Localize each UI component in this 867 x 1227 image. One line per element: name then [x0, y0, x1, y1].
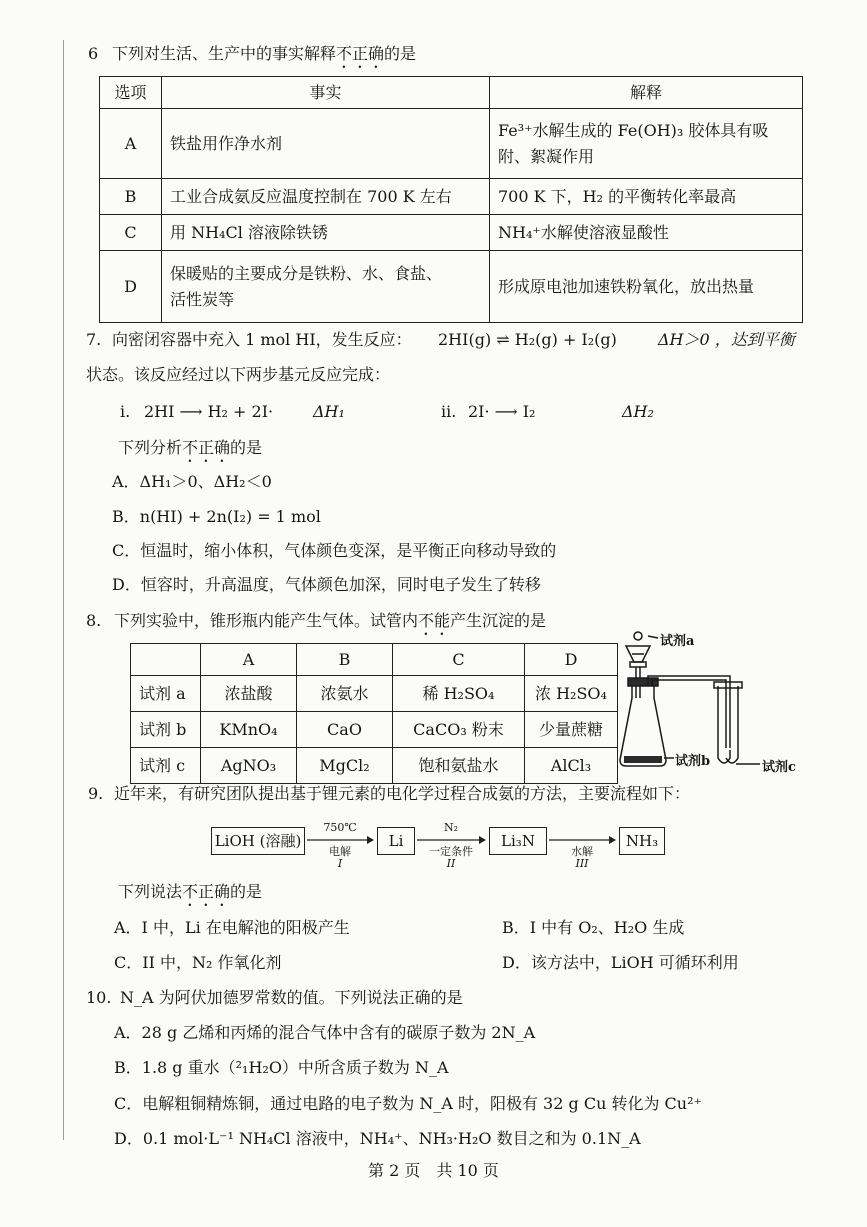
solid-reagent-b — [624, 756, 662, 763]
flow-arrow1-mid: 电解 — [329, 845, 351, 858]
q8-row-label: 试剂 b — [131, 712, 201, 748]
q6-row-d-explain: 形成原电池加速铁粉氧化，放出热量 — [490, 251, 803, 323]
flow-arrow2-step: II — [446, 857, 456, 870]
flow-arrow2-mid: 一定条件 — [429, 845, 473, 858]
q8-cell: 稀 H₂SO₄ — [393, 676, 525, 712]
q6-header-explain: 解释 — [490, 77, 803, 109]
q7-question: 下列分析不正确的是 — [118, 438, 263, 457]
q8-cell: 浓盐酸 — [201, 676, 297, 712]
flask-stopper — [628, 678, 658, 686]
flow-arrow3-mid: 水解 — [571, 845, 593, 858]
q10-option-b: B．1.8 g 重水（²₁H₂O）中所含质子数为 N_A — [114, 1058, 449, 1077]
apparatus-label-b: 试剂b — [675, 754, 711, 769]
q6-row-a-fact: 铁盐用作净水剂 — [162, 109, 490, 179]
q6-row-d-option: D — [100, 251, 162, 323]
flow-box-li3n: Li₃N — [489, 827, 547, 855]
q8-header-blank — [131, 644, 201, 676]
q6-header-fact: 事实 — [162, 77, 490, 109]
flow-arrow3-icon — [547, 835, 617, 845]
q8-cell: AgNO₃ — [201, 748, 297, 784]
binding-margin-line — [63, 40, 64, 1140]
q6-row-a-explain: Fe³⁺水解生成的 Fe(OH)₃ 胶体具有吸 附、絮凝作用 — [490, 109, 803, 179]
q8-cell: AlCl₃ — [525, 748, 618, 784]
q9-option-d: D．该方法中，LiOH 可循环利用 — [502, 953, 739, 972]
flow-arrow1-step: I — [337, 857, 343, 870]
q7-stem-line1: 向密闭容器中充入 1 mol HI，发生反应： — [112, 330, 412, 349]
q7-step2-dh: ΔH₂ — [622, 402, 654, 421]
q8-cell: MgCl₂ — [297, 748, 393, 784]
q8-row-label: 试剂 a — [131, 676, 201, 712]
flow-arrow3-step: III — [575, 857, 589, 870]
q10-option-d: D．0.1 mol·L⁻¹ NH₄Cl 溶液中，NH₄⁺、NH₃·H₂O 数目之和为 0.1N_A — [114, 1129, 641, 1148]
q8-row-label: 试剂 c — [131, 748, 201, 784]
flow-arrow1-icon — [305, 835, 375, 845]
q10-number: 10. — [86, 988, 112, 1007]
q7-step1-dh: ΔH₁ — [313, 402, 345, 421]
q9-stem: 近年来，有研究团队提出基于锂元素的电化学过程合成氨的方法，主要流程如下： — [114, 784, 691, 803]
flow-arrow2-top: N₂ — [443, 821, 459, 834]
q6-row-c-option: C — [100, 215, 162, 251]
q10-stem: N_A 为阿伏加德罗常数的值。下列说法正确的是 — [120, 988, 463, 1007]
flow-box-nh3: NH₃ — [619, 827, 665, 855]
q10-option-c: C．电解粗铜精炼铜，通过电路的电子数为 N_A 时，阳极有 32 g Cu 转化为 Cu²⁺ — [114, 1094, 702, 1113]
q7-step2-label: ii. — [441, 402, 457, 421]
q8-stem: 下列实验中，锥形瓶内能产生气体。试管内不能产生沉淀的是 — [114, 611, 547, 630]
q9-option-a: A．I 中，Li 在电解池的阳极产生 — [114, 918, 350, 937]
flow-box-lioh: LiOH (溶融) — [211, 827, 305, 855]
q7-option-a: A．ΔH₁＞0、ΔH₂＜0 — [112, 472, 272, 491]
q7-step1-equation: 2HI ⟶ H₂ + 2I· — [144, 402, 274, 421]
q7-step1-label: i. — [120, 402, 131, 421]
q7-step2-equation: 2I· ⟶ I₂ — [468, 402, 536, 421]
q8-header-d: D — [525, 644, 618, 676]
q7-delta-h: ΔH＞0 ，达到平衡 — [658, 330, 795, 349]
q8-cell: KMnO₄ — [201, 712, 297, 748]
flow-arrow2-icon — [415, 835, 487, 845]
flow-box-li: Li — [377, 827, 415, 855]
q9-option-c: C．II 中，N₂ 作氧化剂 — [114, 953, 282, 972]
q8-cell: CaO — [297, 712, 393, 748]
apparatus-label-a: 试剂a — [660, 634, 695, 649]
flow-arrow1-top: 750℃ — [323, 821, 357, 834]
q8-cell: 饱和氨盐水 — [393, 748, 525, 784]
q8-header-a: A — [201, 644, 297, 676]
q8-header-c: C — [393, 644, 525, 676]
q7-option-b: B．n(HI) + 2n(I₂) = 1 mol — [112, 507, 321, 526]
q6-number: 6 — [88, 44, 99, 63]
q7-equation: 2HI(g) ⇌ H₂(g) + I₂(g) — [438, 330, 617, 349]
q6-row-a-option: A — [100, 109, 162, 179]
q10-option-a: A．28 g 乙烯和丙烯的混合气体中含有的碳原子数为 2N_A — [114, 1023, 536, 1042]
q6-row-d-fact: 保暖贴的主要成分是铁粉、水、食盐、 活性炭等 — [162, 251, 490, 323]
q8-header-b: B — [297, 644, 393, 676]
q8-table — [130, 643, 618, 784]
page-footer: 第 2 页 共 10 页 — [368, 1161, 499, 1180]
q9-question: 下列说法不正确的是 — [118, 882, 263, 901]
test-tube — [718, 686, 730, 763]
q6-row-c-explain: NH₄⁺水解使溶液显酸性 — [490, 215, 803, 251]
q6-stem: 下列对生活、生产中的事实解释不正确的是 — [112, 44, 417, 63]
q6-row-b-fact: 工业合成氨反应温度控制在 700 K 左右 — [162, 179, 490, 215]
q8-cell: CaCO₃ 粉末 — [393, 712, 525, 748]
q6-row-b-explain: 700 K 下，H₂ 的平衡转化率最高 — [490, 179, 803, 215]
funnel-stopper-icon — [634, 632, 642, 640]
q6-row-c-fact: 用 NH₄Cl 溶液除铁锈 — [162, 215, 490, 251]
q8-cell: 少量蔗糖 — [525, 712, 618, 748]
q7-stem-line2: 状态。该反应经过以下两步基元反应完成： — [86, 365, 391, 384]
q8-cell: 浓氨水 — [297, 676, 393, 712]
q6-header-option: 选项 — [100, 77, 162, 109]
conical-flask — [620, 686, 666, 766]
q8-number: 8. — [86, 611, 102, 630]
q6-row-b-option: B — [100, 179, 162, 215]
q9-option-b: B．I 中有 O₂、H₂O 生成 — [502, 918, 685, 937]
q8-cell: 浓 H₂SO₄ — [525, 676, 618, 712]
q7-option-c: C．恒温时，缩小体积，气体颜色变深，是平衡正向移动导致的 — [112, 541, 557, 560]
q9-number: 9. — [88, 784, 104, 803]
apparatus-label-c: 试剂c — [762, 760, 796, 775]
q6-table — [99, 76, 803, 323]
q7-number: 7. — [86, 330, 102, 349]
q7-option-d: D．恒容时，升高温度，气体颜色加深，同时电子发生了转移 — [112, 575, 541, 594]
